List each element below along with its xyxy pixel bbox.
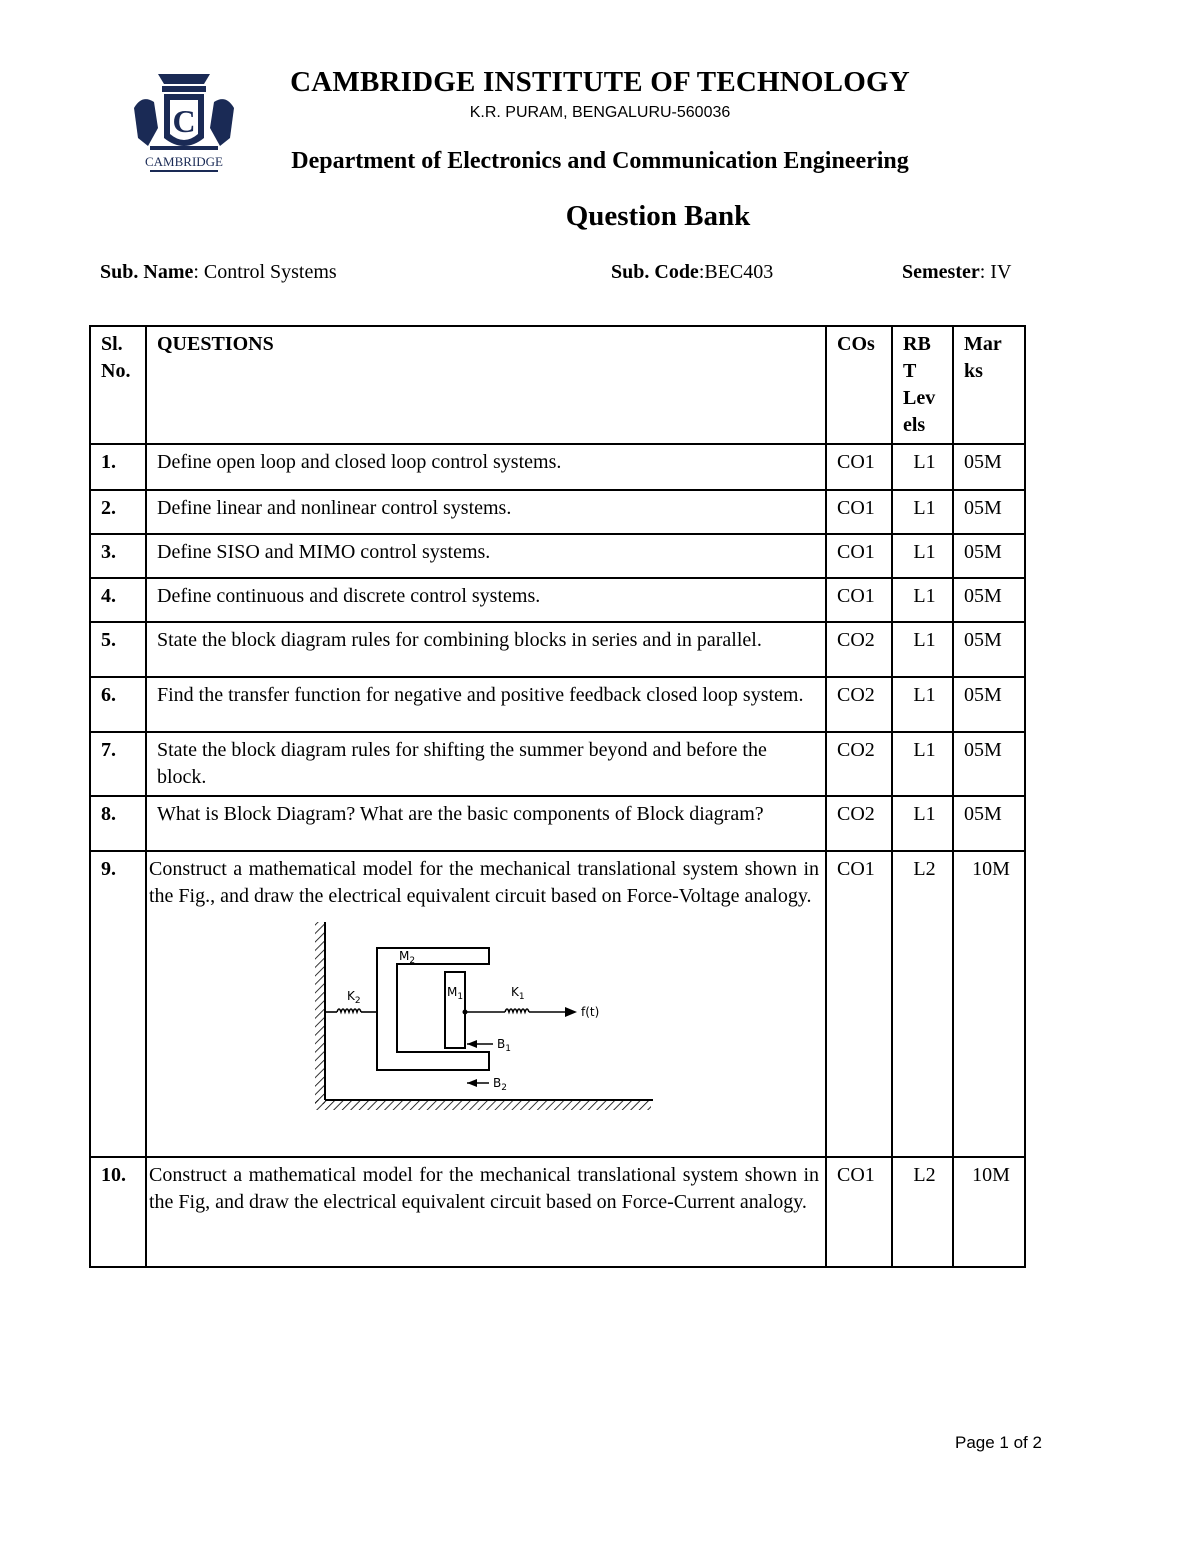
row-co: CO2 [826,677,892,732]
row-co: CO2 [826,796,892,851]
row-number: 4. [90,578,146,622]
row-marks: 05M [953,444,1025,490]
mass-m1 [445,972,465,1048]
row-number: 2. [90,490,146,534]
damper-b1 [467,1040,493,1048]
row-marks: 10M [953,1157,1025,1267]
row-rbt: L1 [892,622,953,677]
subject-name-label: Sub. Name [100,261,194,283]
row-number: 8. [90,796,146,851]
row-question: Define open loop and closed loop control systems. [146,444,826,490]
table-header-row [90,326,1025,444]
header-rbt-levels: RB T Lev els [892,326,953,444]
subject-code [611,261,773,284]
table-row [90,1157,1025,1267]
damper-b2 [467,1079,489,1087]
label-m2: $M_2$ [399,949,416,966]
row-co: CO2 [826,622,892,677]
subject-code-label: Sub. Code [611,261,699,283]
row-question: Define SISO and MIMO control systems. [146,534,826,578]
table-row [90,677,1025,732]
row-co: CO1 [826,444,892,490]
table-row [90,578,1025,622]
label-force: f(t) [581,1005,600,1019]
row-marks: 10M [953,851,1025,1157]
page-number: Page 1 of 2 [955,1433,1042,1452]
row-question: Find the transfer function for negative and positive feedback closed loop system. [146,677,826,732]
subject-name-value: : Control Systems [193,261,337,283]
row-marks: 05M [953,490,1025,534]
semester-label: Semester [902,261,980,283]
logo-text: CAMBRIDGE [144,154,224,169]
row-co: CO1 [826,534,892,578]
row-question-cell [146,851,826,1157]
row-marks: 05M [953,534,1025,578]
row-question: Construct a mathematical model for the mechanical translational system shown in the Fig, and draw the electrical equivalent circuit based on Force-Current analogy. [146,1157,826,1267]
label-b1: $B_1$ [497,1037,511,1054]
fixed-wall [315,922,325,1104]
semester [902,261,1011,284]
institute-address: K.R. PURAM, BENGALURU-560036 [469,104,731,121]
department-name: Department of Electronics and Communication Engineering [291,148,909,174]
mechanical-system-figure [313,918,663,1114]
header-cos: COs [826,326,892,444]
ground [315,1100,651,1110]
row-rbt: L1 [892,444,953,490]
label-m1: $M_1$ [447,985,464,1002]
row-rbt: L1 [892,732,953,796]
row-number: 10. [90,1157,146,1267]
row-number: 6. [90,677,146,732]
row-number: 5. [90,622,146,677]
row-co: CO1 [826,1157,892,1267]
row-rbt: L1 [892,796,953,851]
svg-text:C: C [172,103,196,139]
semester-value: : IV [979,261,1012,283]
row-rbt: L1 [892,677,953,732]
label-k1: $K_1$ [511,985,525,1002]
row-number: 7. [90,732,146,796]
label-b2: $B_2$ [493,1076,507,1093]
spring-k1 [465,1007,577,1017]
row-question: What is Block Diagram? What are the basic components of Block diagram? [146,796,826,851]
row-number: 9. [90,851,146,1157]
row-question: Define continuous and discrete control systems. [146,578,826,622]
table-row [90,796,1025,851]
table-row [90,622,1025,677]
table-row [90,851,1025,1157]
table-row [90,490,1025,534]
row-rbt: L1 [892,490,953,534]
row-marks: 05M [953,796,1025,851]
label-k2: $K_2$ [347,989,361,1006]
subject-name [100,261,337,284]
question-table [89,325,1026,1268]
row-rbt: L2 [892,1157,953,1267]
row-co: CO1 [826,578,892,622]
header-marks: Mar ks [953,326,1025,444]
row-rbt: L1 [892,578,953,622]
row-marks: 05M [953,732,1025,796]
table-row [90,732,1025,796]
table-row [90,534,1025,578]
row-co: CO1 [826,851,892,1157]
row-question: Construct a mathematical model for the mechanical translational system shown in the Fig., and draw the electrical equivalent circuit based on Force-Voltage analogy. [149,858,819,907]
row-question: State the block diagram rules for shifting the summer beyond and before the block. [146,732,826,796]
row-question: Define linear and nonlinear control systems. [146,490,826,534]
header-sl-no: Sl. No. [90,326,146,444]
row-marks: 05M [953,622,1025,677]
row-marks: 05M [953,578,1025,622]
institute-name: CAMBRIDGE INSTITUTE OF TECHNOLOGY [290,66,910,98]
spring-k2 [325,1009,377,1012]
subject-code-value: :BEC403 [698,261,774,283]
header-questions: QUESTIONS [146,326,826,444]
mass-m2 [377,948,489,1070]
row-marks: 05M [953,677,1025,732]
row-rbt: L2 [892,851,953,1157]
row-number: 1. [90,444,146,490]
row-number: 3. [90,534,146,578]
row-rbt: L1 [892,534,953,578]
table-row [90,444,1025,490]
row-co: CO1 [826,490,892,534]
row-question: State the block diagram rules for combining blocks in series and in parallel. [146,622,826,677]
row-co: CO2 [826,732,892,796]
document-title: Question Bank [565,200,751,232]
